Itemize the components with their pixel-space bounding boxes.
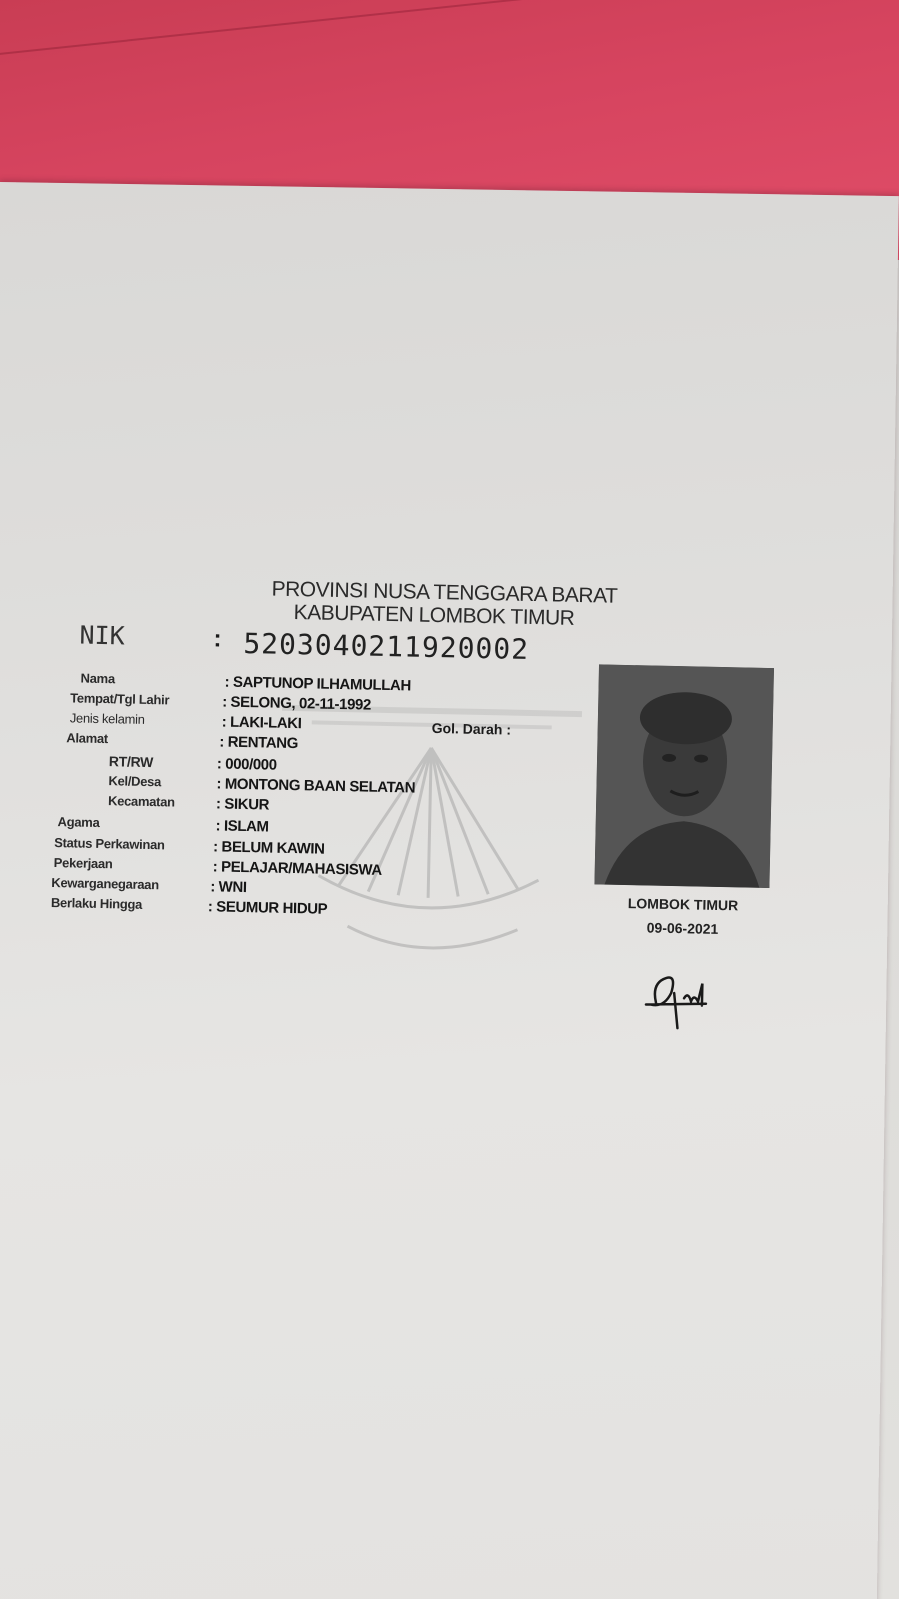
field-label: Nama xyxy=(80,670,116,687)
field-value: : MONTONG BAAN SELATAN xyxy=(216,775,416,797)
field-value: : LAKI-LAKI xyxy=(221,713,302,733)
field-label: Status Perkawinan xyxy=(54,835,165,853)
field-value: : ISLAM xyxy=(215,817,269,836)
folder-fold-line xyxy=(0,0,899,57)
field-value: : WNI xyxy=(210,878,247,897)
field-value: : BELUM KAWIN xyxy=(212,838,325,858)
field-label: Pekerjaan xyxy=(53,855,113,872)
field-value: : SELONG, 02-11-1992 xyxy=(221,693,372,714)
field-label: Kel/Desa xyxy=(108,773,162,790)
field-label: Kecamatan xyxy=(107,793,175,810)
field-label: Tempat/Tgl Lahir xyxy=(70,690,170,708)
field-value: : SAPTUNOP ILHAMULLAH xyxy=(224,673,412,695)
nik-label: NIK xyxy=(79,620,125,651)
field-value: : SEUMUR HIDUP xyxy=(207,898,328,918)
signature-icon xyxy=(635,962,736,1034)
field-label: Alamat xyxy=(66,730,109,747)
nik-value: 5203040211920002 xyxy=(243,626,530,666)
portrait-photo xyxy=(594,664,774,888)
id-card-photocopy xyxy=(45,565,815,1061)
issue-place: LOMBOK TIMUR xyxy=(627,895,739,914)
regency-header: KABUPATEN LOMBOK TIMUR xyxy=(293,601,575,630)
field-label: Jenis kelamin xyxy=(69,710,145,727)
gol-darah-label: Gol. Darah : xyxy=(431,719,512,738)
field-value: : RENTANG xyxy=(219,733,299,753)
field-value: : 000/000 xyxy=(216,755,277,774)
field-label: Agama xyxy=(57,814,100,830)
field-value: : SIKUR xyxy=(215,795,270,814)
field-value: : PELAJAR/MAHASISWA xyxy=(212,858,382,879)
nik-colon: : xyxy=(213,625,222,653)
issue-date: 09-06-2021 xyxy=(646,919,719,937)
field-label: RT/RW xyxy=(108,753,154,771)
province-header: PROVINSI NUSA TENGGARA BARAT xyxy=(271,577,618,608)
field-label: Kewarganegaraan xyxy=(51,874,159,893)
portrait-silhouette-icon xyxy=(594,664,774,888)
field-label: Berlaku Hingga xyxy=(50,894,143,912)
